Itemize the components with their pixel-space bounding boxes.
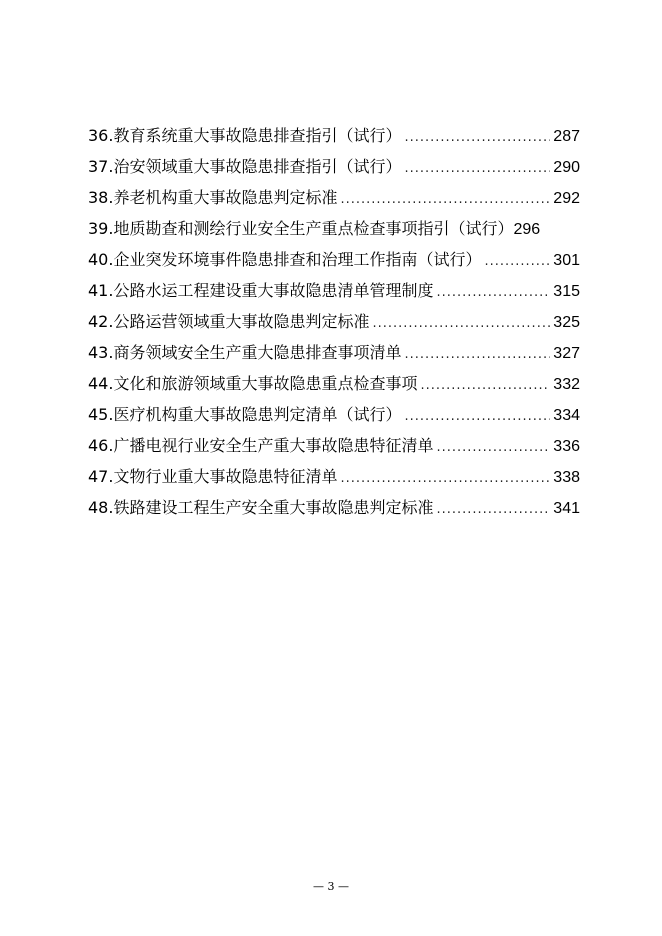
toc-entry-title: 48.铁路建设工程生产安全重大事故隐患判定标准 <box>88 498 434 517</box>
toc-entry-page: 287 <box>553 128 580 145</box>
toc-entry[interactable] <box>88 430 580 461</box>
toc-entry-title: 36.教育系统重大事故隐患排查指引（试行） <box>88 126 402 145</box>
toc-entry-page: 341 <box>553 500 580 517</box>
toc-entry-page: 334 <box>553 407 580 424</box>
toc-entry-page: 338 <box>553 469 580 486</box>
toc-leader-dots <box>436 494 550 525</box>
toc-entry-title: 44.文化和旅游领域重大事故隐患重点检查事项 <box>88 374 418 393</box>
toc-entry[interactable] <box>88 151 580 182</box>
toc-entry-title: 39.地质勘查和测绘行业安全生产重点检查事项指引（试行） <box>88 219 514 238</box>
toc-entry[interactable] <box>88 275 580 306</box>
toc-leader-dots <box>436 277 550 308</box>
toc-leader-dots <box>436 432 550 463</box>
toc-leader-dots <box>372 308 550 339</box>
toc-entry-title: 46.广播电视行业安全生产重大事故隐患特征清单 <box>88 436 434 455</box>
toc-leader-dots <box>340 463 550 494</box>
toc-entry-title: 45.医疗机构重大事故隐患判定清单（试行） <box>88 405 402 424</box>
toc-leader-dots <box>404 122 550 153</box>
toc-entry[interactable] <box>88 213 580 244</box>
toc-entry[interactable] <box>88 399 580 430</box>
page-number: — 3 — <box>313 880 349 893</box>
toc-entry-title: 43.商务领域安全生产重大隐患排查事项清单 <box>88 343 402 362</box>
toc-entry-title: 38.养老机构重大事故隐患判定标准 <box>88 188 338 207</box>
toc-leader-dots <box>404 153 550 184</box>
toc-entry-page: 290 <box>553 159 580 176</box>
toc-entry-page: 332 <box>553 376 580 393</box>
toc-entry[interactable] <box>88 306 580 337</box>
toc-leader-dots <box>484 246 550 277</box>
toc-leader-dots <box>420 370 550 401</box>
toc-entry-page: 336 <box>553 438 580 455</box>
toc-entry-page: 315 <box>553 283 580 300</box>
toc-entry[interactable] <box>88 492 580 523</box>
toc-entry[interactable] <box>88 337 580 368</box>
toc-entry[interactable] <box>88 368 580 399</box>
toc-entry-page: 292 <box>553 190 580 207</box>
table-of-contents <box>88 120 580 523</box>
toc-entry-page: 301 <box>553 252 580 269</box>
toc-entry[interactable] <box>88 182 580 213</box>
toc-entry-title: 41.公路水运工程建设重大事故隐患清单管理制度 <box>88 281 434 300</box>
toc-entry-page: 327 <box>553 345 580 362</box>
toc-entry-title: 47.文物行业重大事故隐患特征清单 <box>88 467 338 486</box>
toc-entry[interactable] <box>88 120 580 151</box>
toc-entry-page: 325 <box>553 314 580 331</box>
toc-entry[interactable] <box>88 244 580 275</box>
toc-entry-page: 296 <box>513 221 541 238</box>
toc-entry-title: 40.企业突发环境事件隐患排查和治理工作指南（试行） <box>88 250 482 269</box>
toc-leader-dots <box>404 401 550 432</box>
toc-entry-title: 42.公路运营领域重大事故隐患判定标准 <box>88 312 370 331</box>
toc-leader-dots <box>340 184 550 215</box>
toc-entry-title: 37.治安领域重大事故隐患排查指引（试行） <box>88 157 402 176</box>
toc-leader-dots <box>404 339 550 370</box>
toc-entry[interactable] <box>88 461 580 492</box>
